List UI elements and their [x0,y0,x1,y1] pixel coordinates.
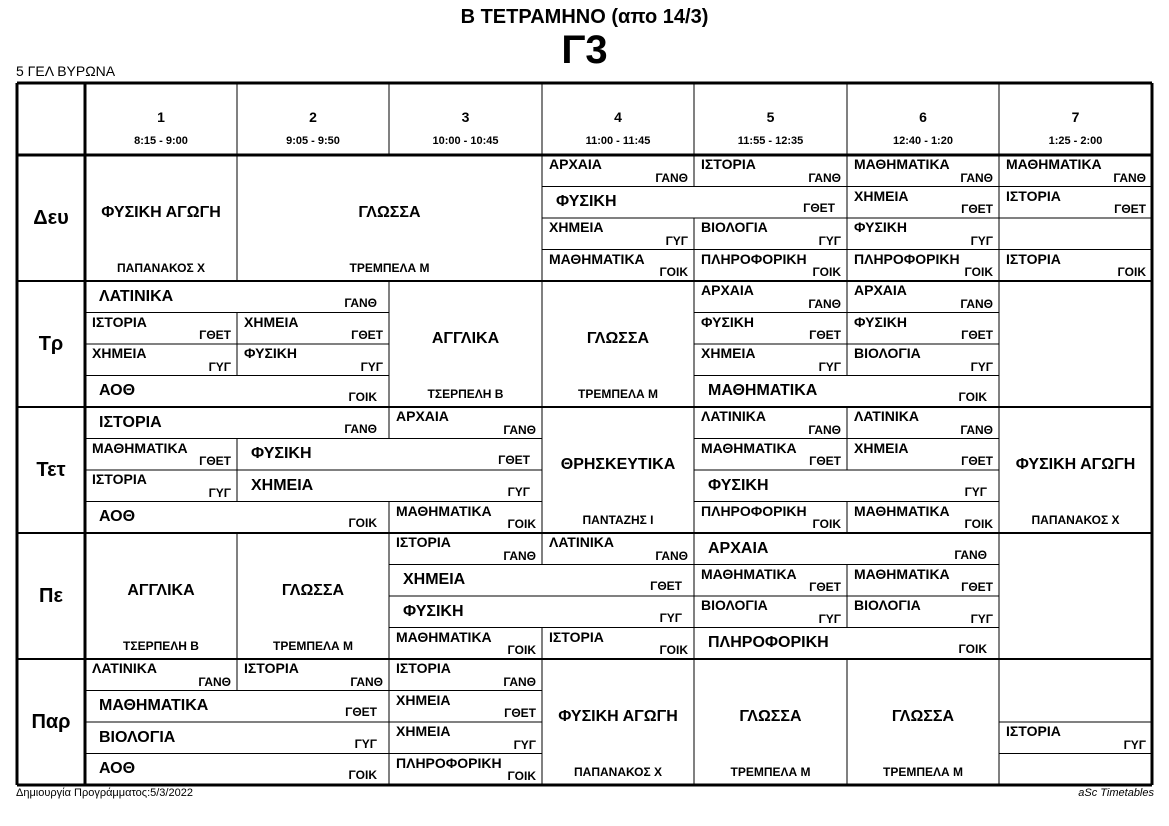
day-label: Τετ [36,458,66,481]
lesson-subject: ΜΑΘΗΜΑΤΙΚΑ [92,439,188,456]
lesson-subject: ΙΣΤΟΡΙΑ [244,660,299,676]
lesson-teacher: ΓΥΓ [507,484,530,499]
lesson-teacher: ΓΑΝΘ [960,422,993,437]
lesson-subject: ΜΑΘΗΜΑΤΙΚΑ [701,565,797,582]
lesson-teacher: ΓΑΝΘ [198,674,231,689]
lesson-subject: ΦΥΣΙΚΗ [251,445,312,463]
lesson-teacher: ΓΥΓ [513,737,536,752]
lesson-teacher: ΠΑΠΑΝΑΚΟΣ Χ [574,765,662,779]
period-number: 4 [614,109,622,125]
lesson-subject: ΙΣΤΟΡΙΑ [1006,250,1061,267]
lesson-teacher: ΓΘΕΤ [961,328,993,342]
lesson-subject: ΜΑΘΗΜΑΤΙΚΑ [396,628,492,645]
lesson-subject: ΛΑΤΙΝΙΚΑ [99,287,174,305]
lesson-teacher: ΤΡΕΜΠΕΛΑ Μ [730,765,811,779]
lesson-teacher: ΓΥΓ [970,611,993,626]
lesson-subject: ΦΥΣΙΚΗ ΑΓΩΓΗ [1015,455,1136,473]
lesson-teacher: ΓΘΕΤ [961,454,993,468]
lesson-subject: ΠΛΗΡΟΦΟΡΙΚΗ [708,634,829,652]
lesson-subject: ΧΗΜΕΙΑ [403,571,466,589]
lesson-subject: ΑΡΧΑΙΑ [701,282,754,298]
lesson-teacher: ΓΑΝΘ [1113,170,1146,185]
lesson-subject: ΙΣΤΟΡΙΑ [92,471,147,487]
day-label: Παρ [31,710,71,733]
lesson-teacher: ΓΑΝΘ [808,422,841,437]
lesson-teacher: ΓΘΕΤ [809,454,841,468]
lesson-teacher: ΓΥΓ [970,233,993,248]
lesson-teacher: ΓΑΝΘ [655,548,688,563]
lesson-subject: ΙΣΤΟΡΙΑ [92,313,147,330]
period-number: 3 [461,109,470,125]
lesson-subject: ΦΥΣΙΚΗ [701,313,754,330]
lesson-teacher: ΓΟΙΚ [812,517,841,531]
lesson-subject: ΑΓΓΛΙΚΑ [431,329,500,347]
lesson-subject: ΜΑΘΗΜΑΤΙΚΑ [1006,156,1102,172]
lesson-subject: ΦΥΣΙΚΗ [403,602,464,620]
lesson-teacher: ΠΑΠΑΝΑΚΟΣ Χ [117,261,205,275]
page-title: Β ΤΕΤΡΑΜΗΝΟ (απο 14/3) [460,6,709,28]
lesson-subject: ΧΗΜΕΙΑ [396,691,451,708]
lesson-subject: ΛΑΤΙΝΙΚΑ [701,408,766,424]
lesson-teacher: ΓΑΝΘ [344,421,377,436]
created-date: Δημιουργία Προγράμματος:5/3/2022 [16,787,193,799]
lesson-teacher: ΓΥΓ [208,485,231,500]
lesson-teacher: ΓΘΕΤ [1114,202,1146,216]
day-label: Τρ [38,332,64,355]
lesson-subject: ΑΓΓΛΙΚΑ [127,581,195,599]
lesson-teacher: ΓΑΝΘ [960,170,993,185]
lesson-subject: ΑΟΘ [99,760,136,778]
lesson-teacher: ΤΡΕΜΠΕΛΑ Μ [577,387,658,401]
lesson-teacher: ΤΣΕΡΠΕΛΗ Β [427,387,504,401]
lesson-subject: ΓΛΩΣΣΑ [281,581,345,599]
lesson-teacher: ΓΑΝΘ [808,296,841,311]
lesson-subject: ΠΛΗΡΟΦΟΡΙΚΗ [701,502,807,519]
lesson-teacher: ΤΡΕΜΠΕΛΑ Μ [349,261,430,275]
lesson-subject: ΦΥΣΙΚΗ [556,193,617,211]
lesson-subject: ΓΛΩΣΣΑ [358,203,421,221]
lesson-subject: ΧΗΜΕΙΑ [854,439,909,456]
lesson-subject: ΙΣΤΟΡΙΑ [99,413,162,431]
lesson-subject: ΠΛΗΡΟΦΟΡΙΚΗ [701,250,807,267]
lesson-teacher: ΓΥΓ [665,233,688,248]
lesson-subject: ΦΥΣΙΚΗ ΑΓΩΓΗ [558,707,678,725]
lesson-teacher: ΓΘΕΤ [498,453,530,467]
period-time: 12:40 - 1:20 [893,135,953,147]
lesson-teacher: ΓΟΙΚ [958,642,987,656]
lesson-teacher: ΓΥΓ [964,484,987,499]
lesson-subject: ΘΡΗΣΚΕΥΤΙΚΑ [560,455,676,473]
lesson-teacher: ΓΘΕΤ [961,580,993,594]
lesson-subject: ΜΑΘΗΜΑΤΙΚΑ [708,382,818,400]
lesson-subject: ΓΛΩΣΣΑ [739,707,802,725]
lesson-subject: ΙΣΤΟΡΙΑ [1006,187,1061,204]
lesson-subject: ΑΡΧΑΙΑ [396,408,449,424]
lesson-teacher: ΓΟΙΚ [659,265,688,279]
lesson-subject: ΧΗΜΕΙΑ [701,345,756,361]
period-number: 1 [157,109,165,125]
lesson-subject: ΑΡΧΑΙΑ [549,156,602,172]
lesson-teacher: ΓΘΕΤ [351,328,383,342]
lesson-subject: ΜΑΘΗΜΑΤΙΚΑ [99,697,209,715]
lesson-teacher: ΓΥΓ [354,736,377,751]
lesson-teacher: ΓΟΙΚ [964,517,993,531]
lesson-teacher: ΤΡΕΜΠΕΛΑ Μ [272,639,353,653]
lesson-teacher: ΓΥΓ [818,611,841,626]
lesson-teacher: ΠΑΝΤΑΖΗΣ Ι [582,513,654,527]
lesson-teacher: ΓΟΙΚ [958,390,987,404]
lesson-subject: ΑΟΘ [99,382,136,400]
period-time: 8:15 - 9:00 [134,135,188,147]
lesson-subject: ΜΑΘΗΜΑΤΙΚΑ [854,565,950,582]
lesson-subject: ΓΛΩΣΣΑ [891,707,955,725]
lesson-subject: ΜΑΘΗΜΑΤΙΚΑ [854,156,950,172]
lesson-subject: ΜΑΘΗΜΑΤΙΚΑ [854,502,950,519]
lesson-teacher: ΓΘΕΤ [345,705,377,719]
lesson-subject: ΒΙΟΛΟΓΙΑ [854,597,921,613]
lesson-teacher: ΓΟΙΚ [1117,265,1146,279]
lesson-subject: ΜΑΘΗΜΑΤΙΚΑ [701,439,797,456]
lesson-teacher: ΓΘΕΤ [809,580,841,594]
lesson-subject: ΦΥΣΙΚΗ [854,313,907,330]
lesson-teacher: ΓΟΙΚ [507,517,536,531]
lesson-subject: ΧΗΜΕΙΑ [92,345,147,361]
lesson-teacher: ΓΟΙΚ [348,768,377,782]
lesson-teacher: ΓΑΝΘ [808,170,841,185]
lesson-subject: ΜΑΘΗΜΑΤΙΚΑ [549,250,645,267]
period-time: 10:00 - 10:45 [432,135,499,147]
lesson-subject: ΦΥΣΙΚΗ [854,219,907,235]
lesson-subject: ΠΛΗΡΟΦΟΡΙΚΗ [396,754,502,771]
lesson-teacher: ΓΑΝΘ [655,170,688,185]
lesson-subject: ΦΥΣΙΚΗ [244,345,297,361]
lesson-teacher: ΤΣΕΡΠΕΛΗ Β [123,639,199,653]
lesson-subject: ΛΑΤΙΝΙΚΑ [854,408,919,424]
period-number: 6 [919,109,927,125]
software-credit: aSc Timetables [1078,787,1154,799]
lesson-teacher: ΓΑΝΘ [350,674,383,689]
period-number: 5 [766,109,775,125]
lesson-teacher: ΓΑΝΘ [960,296,993,311]
lesson-subject: ΧΗΜΕΙΑ [251,476,314,494]
lesson-teacher: ΓΘΕΤ [199,328,231,342]
lesson-teacher: ΤΡΕΜΠΕΛΑ Μ [882,765,963,779]
lesson-teacher: ΓΟΙΚ [348,516,377,530]
period-time: 9:05 - 9:50 [286,135,340,147]
period-time: 1:25 - 2:00 [1048,135,1103,147]
lesson-teacher: ΓΟΙΚ [964,265,993,279]
lesson-teacher: ΓΘΕΤ [961,202,993,216]
lesson-subject: ΙΣΤΟΡΙΑ [549,628,604,645]
lesson-teacher: ΓΘΕΤ [199,454,231,468]
lesson-subject: ΒΙΟΛΟΓΙΑ [701,219,768,235]
lesson-subject: ΒΙΟΛΟΓΙΑ [854,345,921,361]
lesson-teacher: ΠΑΠΑΝΑΚΟΣ Χ [1031,513,1120,527]
lesson-teacher: ΓΑΝΘ [503,674,536,689]
lesson-teacher: ΓΟΙΚ [507,769,536,783]
lesson-teacher: ΓΘΕΤ [803,201,835,215]
lesson-subject: ΧΗΜΕΙΑ [244,313,299,330]
lesson-subject: ΙΣΤΟΡΙΑ [1006,723,1061,739]
day-label: Πε [39,584,63,607]
lesson-subject: ΙΣΤΟΡΙΑ [396,534,451,550]
lesson-subject: ΒΙΟΛΟΓΙΑ [99,728,176,746]
lesson-teacher: ΓΟΙΚ [507,643,536,657]
lesson-teacher: ΓΟΙΚ [659,643,688,657]
period-time: 11:00 - 11:45 [585,135,651,147]
lesson-teacher: ΓΘΕΤ [504,706,536,720]
lesson-teacher: ΓΥΓ [818,359,841,374]
lesson-subject: ΑΟΘ [99,508,136,526]
lesson-teacher: ΓΥΓ [970,359,993,374]
lesson-teacher: ΓΑΝΘ [954,547,987,562]
lesson-subject: ΑΡΧΑΙΑ [708,539,769,557]
period-number: 2 [309,109,317,125]
lesson-subject: ΦΥΣΙΚΗ ΑΓΩΓΗ [101,203,221,221]
lesson-subject: ΙΣΤΟΡΙΑ [701,156,756,172]
lesson-subject: ΦΥΣΙΚΗ [708,476,769,494]
lesson-subject: ΛΑΤΙΝΙΚΑ [549,534,614,550]
lesson-teacher: ΓΟΙΚ [812,265,841,279]
lesson-teacher: ΓΑΝΘ [344,295,377,310]
lesson-teacher: ΓΥΓ [1123,737,1146,752]
lesson-teacher: ΓΟΙΚ [348,390,377,404]
lesson-teacher: ΓΘΕΤ [650,579,682,593]
day-label: Δευ [33,206,69,229]
lesson-subject: ΒΙΟΛΟΓΙΑ [701,597,768,613]
lesson-subject: ΛΑΤΙΝΙΚΑ [92,660,157,676]
period-number: 7 [1071,109,1080,125]
lesson-teacher: ΓΥΓ [208,359,231,374]
lesson-subject: ΧΗΜΕΙΑ [854,187,909,204]
lesson-teacher: ΓΑΝΘ [503,422,536,437]
lesson-teacher: ΓΥΓ [818,233,841,248]
lesson-subject: ΓΛΩΣΣΑ [586,329,650,347]
class-name: Γ3 [561,28,608,72]
lesson-teacher: ΓΥΓ [360,359,383,374]
lesson-subject: ΠΛΗΡΟΦΟΡΙΚΗ [854,250,960,267]
period-time: 11:55 - 12:35 [737,135,804,147]
lesson-subject: ΧΗΜΕΙΑ [396,723,451,739]
lesson-teacher: ΓΑΝΘ [503,548,536,563]
lesson-subject: ΜΑΘΗΜΑΤΙΚΑ [396,502,492,519]
lesson-subject: ΧΗΜΕΙΑ [549,219,604,235]
lesson-teacher: ΓΥΓ [659,610,682,625]
lesson-subject: ΑΡΧΑΙΑ [854,282,907,298]
lesson-subject: ΙΣΤΟΡΙΑ [396,660,451,676]
lesson-teacher: ΓΘΕΤ [809,328,841,342]
school-name: 5 ΓΕΛ ΒΥΡΩΝΑ [16,63,116,79]
